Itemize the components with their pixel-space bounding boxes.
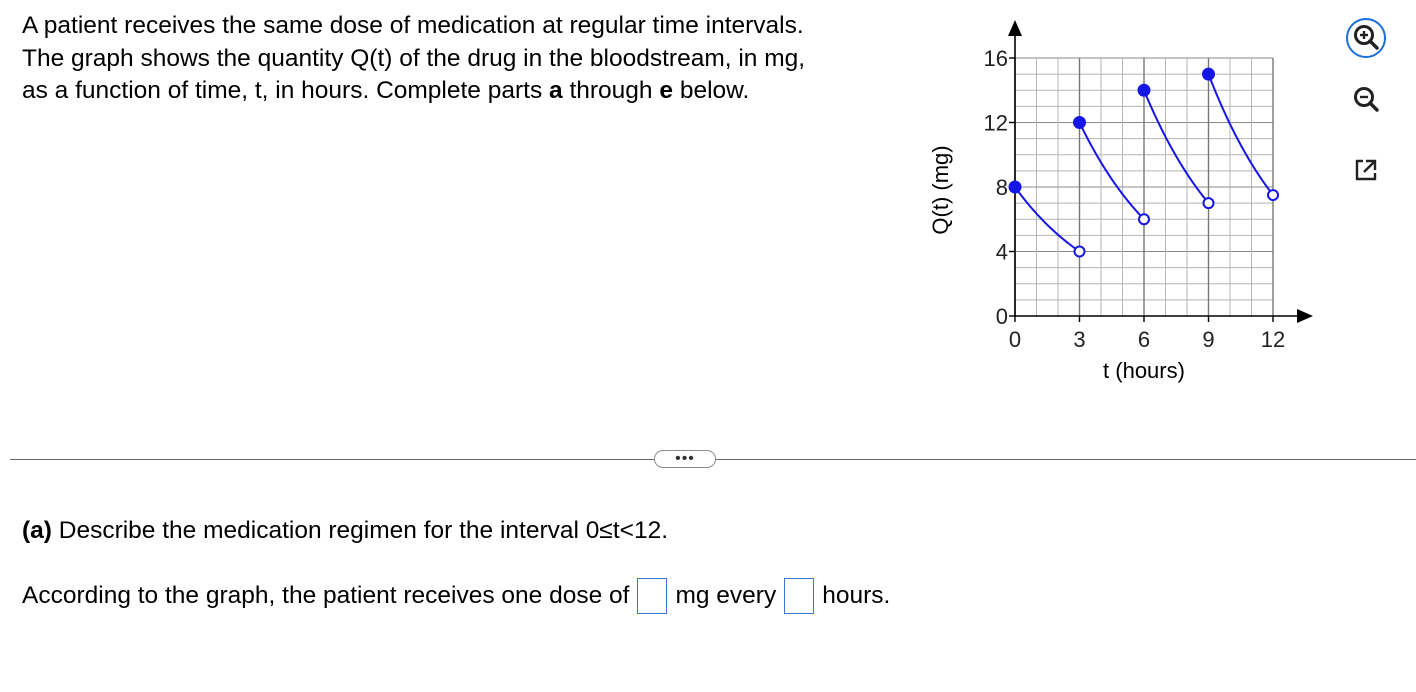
dose-point-closed [1203, 68, 1215, 80]
dose-point-open [1075, 247, 1085, 257]
zoom-in-button[interactable] [1346, 18, 1386, 58]
dose-point-open [1268, 190, 1278, 200]
x-tick-label: 6 [1137, 327, 1151, 352]
part-a-label: (a) [22, 517, 52, 544]
popout-button[interactable] [1346, 150, 1386, 190]
y-tick-label: 0 [995, 304, 1008, 329]
expand-more-button[interactable]: ••• [654, 450, 716, 468]
part-a-ref: a [549, 77, 563, 104]
x-tick-label: 12 [1260, 327, 1286, 352]
dose-point-open [1204, 198, 1214, 208]
problem-line-3: as a function of time, t, in hours. Complete parts a through e below. [22, 77, 750, 104]
zoom-out-icon [1351, 85, 1381, 115]
part-a-answer-row [22, 578, 890, 614]
dose-point-open [1139, 214, 1149, 224]
zoom-in-icon [1351, 23, 1381, 53]
y-tick-label: 12 [983, 110, 1008, 136]
y-axis-label: Q(t) (mg) [928, 145, 953, 235]
dosage-graph [900, 10, 1320, 400]
decay-curve [1209, 74, 1274, 195]
external-link-icon [1352, 156, 1380, 184]
decay-curve [1144, 90, 1209, 203]
dose-interval-input[interactable] [784, 578, 814, 614]
part-a-question [22, 515, 668, 547]
problem-line-2: The graph shows the quantity Q(t) of the drug in the bloodstream, in mg, [22, 44, 806, 72]
part-a-text: Describe the medication regimen for the interval 0≤t<12. [51, 517, 669, 544]
answer-suffix: hours. [822, 582, 891, 609]
answer-prefix: According to the graph, the patient receives one dose of [22, 582, 630, 609]
y-axis-arrow [1008, 20, 1022, 36]
x-tick-label: 0 [1008, 327, 1022, 352]
y-tick-label: 4 [995, 239, 1008, 265]
chart-axes [1008, 20, 1313, 323]
x-tick-label: 3 [1073, 327, 1086, 352]
dose-point-closed [1074, 117, 1086, 129]
answer-middle: mg every [675, 582, 777, 609]
x-axis-label: t (hours) [1103, 358, 1185, 383]
dose-point-closed [1138, 84, 1150, 96]
part-e-ref: e [659, 77, 674, 104]
dose-point-closed [1009, 181, 1021, 193]
problem-statement [22, 10, 902, 108]
x-axis-arrow [1297, 309, 1313, 323]
x-tick-label: 9 [1202, 327, 1215, 352]
problem-line-1: A patient receives the same dose of medication at regular time intervals. [22, 12, 804, 39]
y-tick-label: 8 [995, 175, 1008, 200]
chart-ticks [984, 46, 1286, 352]
dose-amount-input[interactable] [637, 578, 667, 614]
y-tick-label: 16 [983, 46, 1008, 71]
zoom-out-button[interactable] [1346, 80, 1386, 120]
